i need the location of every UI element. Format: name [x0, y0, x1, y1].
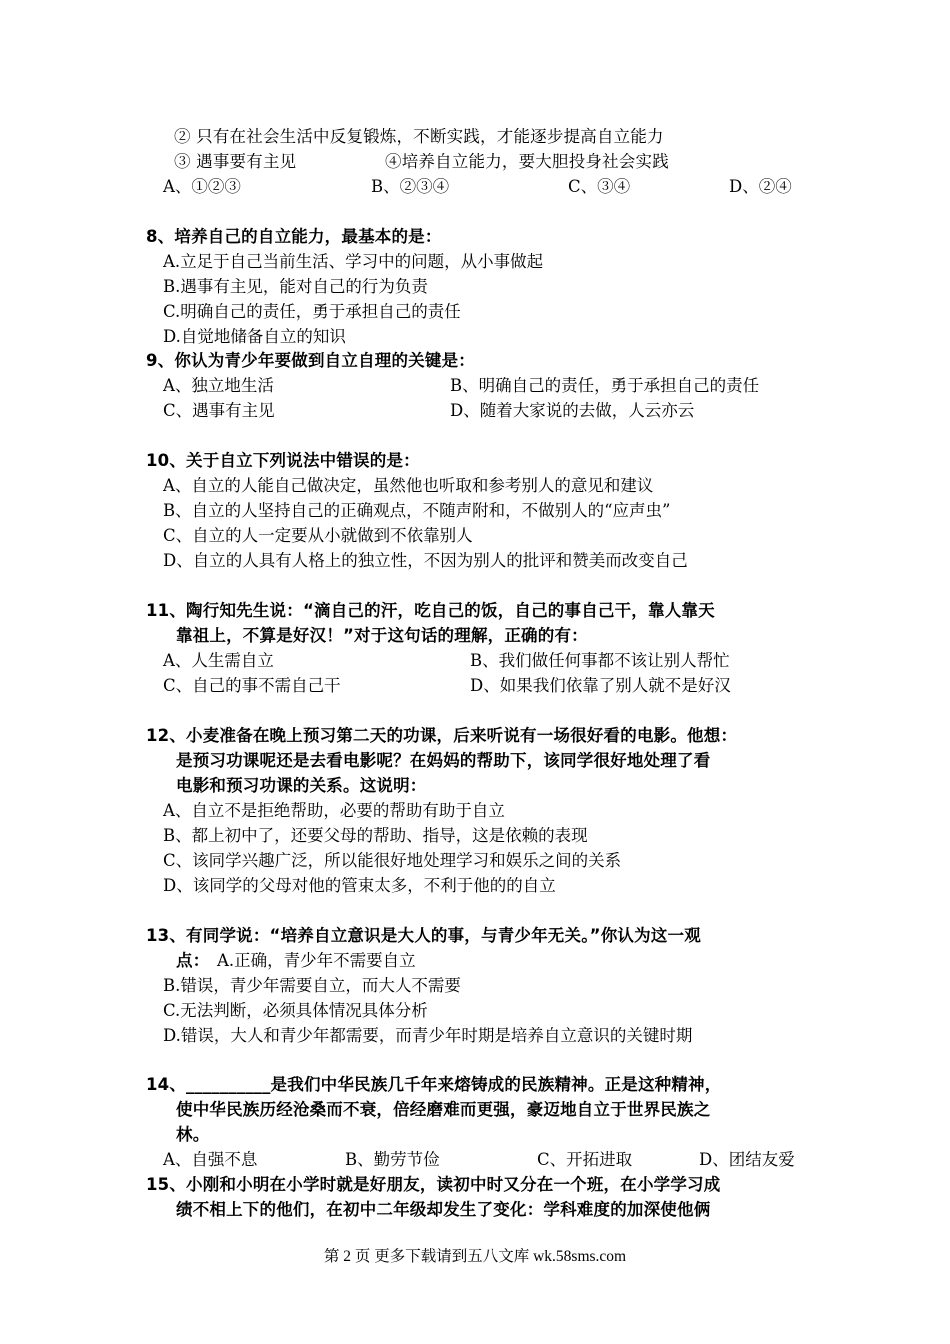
q7-option-d: D、②④ — [729, 177, 792, 196]
q11-option-c: C、自己的事不需自己干 — [163, 676, 341, 695]
q8-stem: 8、培养自己的自立能力，最基本的是： — [146, 227, 442, 246]
q12-stem-line-3: 电影和预习功课的关系。这说明： — [176, 776, 427, 795]
q11-stem-line-2: 靠祖上，不算是好汉！”对于这句话的理解，正确的有： — [176, 626, 588, 645]
q12-option-c: C、该同学兴趣广泛，所以能很好地处理学习和娱乐之间的关系 — [163, 851, 622, 870]
q9-option-d: D、随着大家说的去做，人云亦云 — [450, 401, 695, 420]
q15-stem-line-1: 15、小刚和小明在小学时就是好朋友，读初中时又分在一个班，在小学学习成 — [146, 1175, 721, 1194]
q12-option-b: B、都上初中了，还要父母的帮助、指导，这是依赖的表现 — [163, 826, 588, 845]
page-footer: 第 2 页 更多下载请到五八文库 wk.58sms.com — [323, 1248, 627, 1265]
q8-option-a: A.立足于自己当前生活、学习中的问题，从小事做起 — [163, 252, 544, 271]
q7-statement-3: ③ 遇事要有主见 — [174, 152, 297, 171]
q14-option-c: C、开拓进取 — [537, 1150, 633, 1169]
q13-option-a: A.正确，青少年不需要自立 — [217, 951, 416, 970]
q9-stem: 9、你认为青少年要做到自立自理的关键是： — [146, 351, 475, 370]
q8-option-d: D.自觉地储备自立的知识 — [163, 327, 346, 346]
q12-stem-line-1: 12、小麦准备在晚上预习第二天的功课，后来听说有一场很好看的电影。他想： — [146, 726, 738, 745]
q10-option-c: C、自立的人一定要从小就做到不依靠别人 — [163, 526, 473, 545]
q13-option-d: D.错误，大人和青少年都需要，而青少年时期是培养自立意识的关键时期 — [163, 1026, 693, 1045]
q13-stem-line-1: 13、有同学说：“培养自立意识是大人的事，与青少年无关。”你认为这一观 — [146, 926, 701, 945]
q7-option-c: C、③④ — [568, 177, 631, 196]
q15-stem-line-2: 绩不相上下的他们，在初中二年级却发生了变化：学科难度的加深使他俩 — [176, 1200, 711, 1219]
q7-statement-2: ② 只有在社会生活中反复锻炼，不断实践，才能逐步提高自立能力 — [174, 127, 664, 146]
q13-option-c: C.无法判断，必须具体情况具体分析 — [163, 1001, 428, 1020]
q11-option-d: D、如果我们依靠了别人就不是好汉 — [470, 676, 731, 695]
q10-stem: 10、关于自立下列说法中错误的是： — [146, 451, 420, 470]
q14-stem-line-2: 使中华民族历经沧桑而不衰，倍经磨难而更强，豪迈地自立于世界民族之 — [176, 1100, 711, 1119]
q7-statement-4: ④培养自立能力，要大胆投身社会实践 — [385, 152, 669, 171]
q7-option-b: B、②③④ — [371, 177, 450, 196]
q12-stem-line-2: 是预习功课呢还是去看电影呢？在妈妈的帮助下，该同学很好地处理了看 — [176, 751, 711, 770]
q14-option-b: B、勤劳节俭 — [345, 1150, 440, 1169]
q11-option-b: B、我们做任何事都不该让别人帮忙 — [470, 651, 730, 670]
q7-option-a: A、①②③ — [163, 177, 241, 196]
q9-option-c: C、遇事有主见 — [163, 401, 275, 420]
q13-stem-line-2: 点： — [176, 951, 210, 970]
q11-stem-line-1: 11、陶行知先生说：“滴自己的汗，吃自己的饭，自己的事自己干，靠人靠天 — [146, 601, 715, 620]
q14-option-d: D、团结友爱 — [699, 1150, 795, 1169]
q12-option-a: A、自立不是拒绝帮助，必要的帮助有助于自立 — [163, 801, 505, 820]
q12-option-d: D、该同学的父母对他的管束太多，不利于他的的自立 — [163, 876, 556, 895]
q9-option-a: A、独立地生活 — [163, 376, 274, 395]
q14-stem-line-1: 14、__________是我们中华民族几千年来熔铸成的民族精神。正是这种精神， — [146, 1075, 722, 1094]
q10-option-b: B、自立的人坚持自己的正确观点，不随声附和，不做别人的“应声虫” — [163, 501, 671, 520]
q13-option-b: B.错误，青少年需要自立，而大人不需要 — [163, 976, 461, 995]
q14-stem-line-3: 林。 — [176, 1125, 210, 1144]
q11-option-a: A、人生需自立 — [163, 651, 274, 670]
q8-option-b: B.遇事有主见，能对自己的行为负责 — [163, 277, 428, 296]
q8-option-c: C.明确自己的责任，勇于承担自己的责任 — [163, 302, 461, 321]
q10-option-d: D、自立的人具有人格上的独立性，不因为别人的批评和赞美而改变自己 — [163, 551, 688, 570]
q10-option-a: A、自立的人能自己做决定，虽然他也听取和参考别人的意见和建议 — [163, 476, 654, 495]
q9-option-b: B、明确自己的责任，勇于承担自己的责任 — [450, 376, 760, 395]
q14-option-a: A、自强不息 — [163, 1150, 258, 1169]
